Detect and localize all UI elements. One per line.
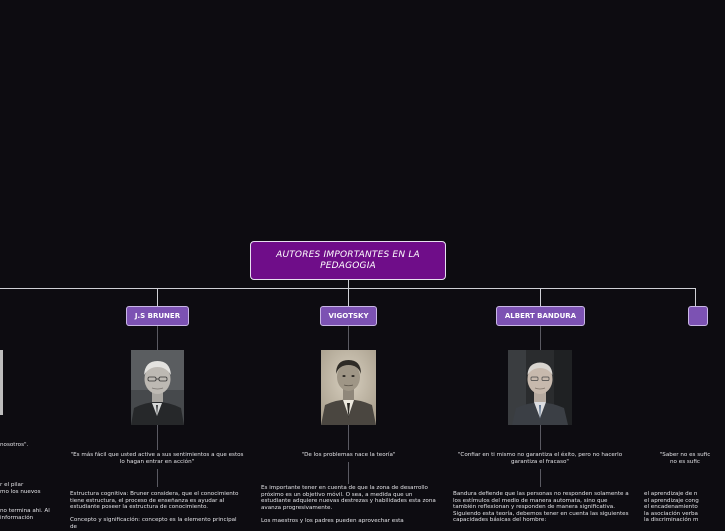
- left-quote-fragment: nosotros".: [0, 442, 29, 448]
- branch-drop-vigotsky: [348, 288, 349, 306]
- vigotsky-photo: [321, 350, 376, 425]
- root-topic[interactable]: [250, 241, 446, 280]
- connector-vigotsky-photo: [348, 326, 349, 350]
- connector-bruner-desc: [157, 469, 158, 487]
- left-partial-photo: [0, 350, 3, 425]
- branch-drop-right: [695, 288, 696, 306]
- right-quote-fragment: "Saber no es sufic no es sufic: [659, 452, 711, 465]
- branch-drop-bandura: [540, 288, 541, 306]
- bruner-photo: [131, 350, 184, 425]
- connector-vigotsky-desc: [348, 462, 349, 484]
- vigotsky-description: Es importante tener en cuenta de que la zona de desarrollo próximo es un objetivo móvil. O sea, a medida que un estudiante adquiere nuevas destrezas y habilidades esta zona avanza progresivamente. Los maestros y los padres pueden aprovechar esta: [261, 485, 436, 524]
- connector-bruner-photo: [157, 326, 158, 350]
- node-bruner-label: J.S BRUNER: [134, 312, 181, 320]
- node-vigotsky-label: VIGOTSKY: [328, 312, 369, 320]
- node-bruner[interactable]: [126, 306, 189, 326]
- bruner-quote: "Es más fácil que usted active a sus sentimientos a que estos lo hagan entrar en acción": [70, 452, 244, 465]
- bandura-quote: "Confiar en ti mismo no garantiza el éxito, pero no hacerlo garantiza el fracaso": [457, 452, 623, 465]
- branch-drop-bruner: [157, 288, 158, 306]
- node-bandura[interactable]: [496, 306, 585, 326]
- node-right-partial[interactable]: [688, 306, 708, 326]
- right-text-fragment: el aprendizaje de n el aprendizaje cong el encadenamiento la asociación verba la discriminación m: [644, 491, 699, 524]
- bandura-description: Bandura defiende que las personas no responden solamente a los estímulos del medio de manera automata, sino que también reflexionan y responden de manera significativa. Siguiendo esta teoría, debemos tener en cuenta las siguientes capacidades básicas del hombre:: [453, 491, 629, 524]
- bandura-photo: [508, 350, 572, 425]
- connector-bandura-photo: [540, 326, 541, 350]
- connector-bandura-quote: [540, 425, 541, 450]
- left-text-fragment-1: r el pilar mo los nuevos: [0, 482, 41, 495]
- left-text-fragment-2: no termina ahi. Al información: [0, 508, 50, 521]
- connector-bruner-quote: [157, 425, 158, 450]
- root-topic-title: AUTORES IMPORTANTES EN LA PEDAGOGIA: [276, 249, 420, 271]
- connector-vigotsky-quote: [348, 425, 349, 450]
- node-bandura-label: ALBERT BANDURA: [504, 312, 577, 320]
- vigotsky-quote: "De los problemas nace la teoría": [301, 452, 396, 458]
- node-vigotsky[interactable]: [320, 306, 377, 326]
- connector-bandura-desc: [540, 469, 541, 487]
- bruner-description: Estructura cognitiva: Bruner considera, que el conocimiento tiene estructura, el proceso de enseñanza es ayudar al estudiante poseer la estructura de conocimiento. Concepto y significación: concepto es la elemento principal de: [70, 491, 239, 530]
